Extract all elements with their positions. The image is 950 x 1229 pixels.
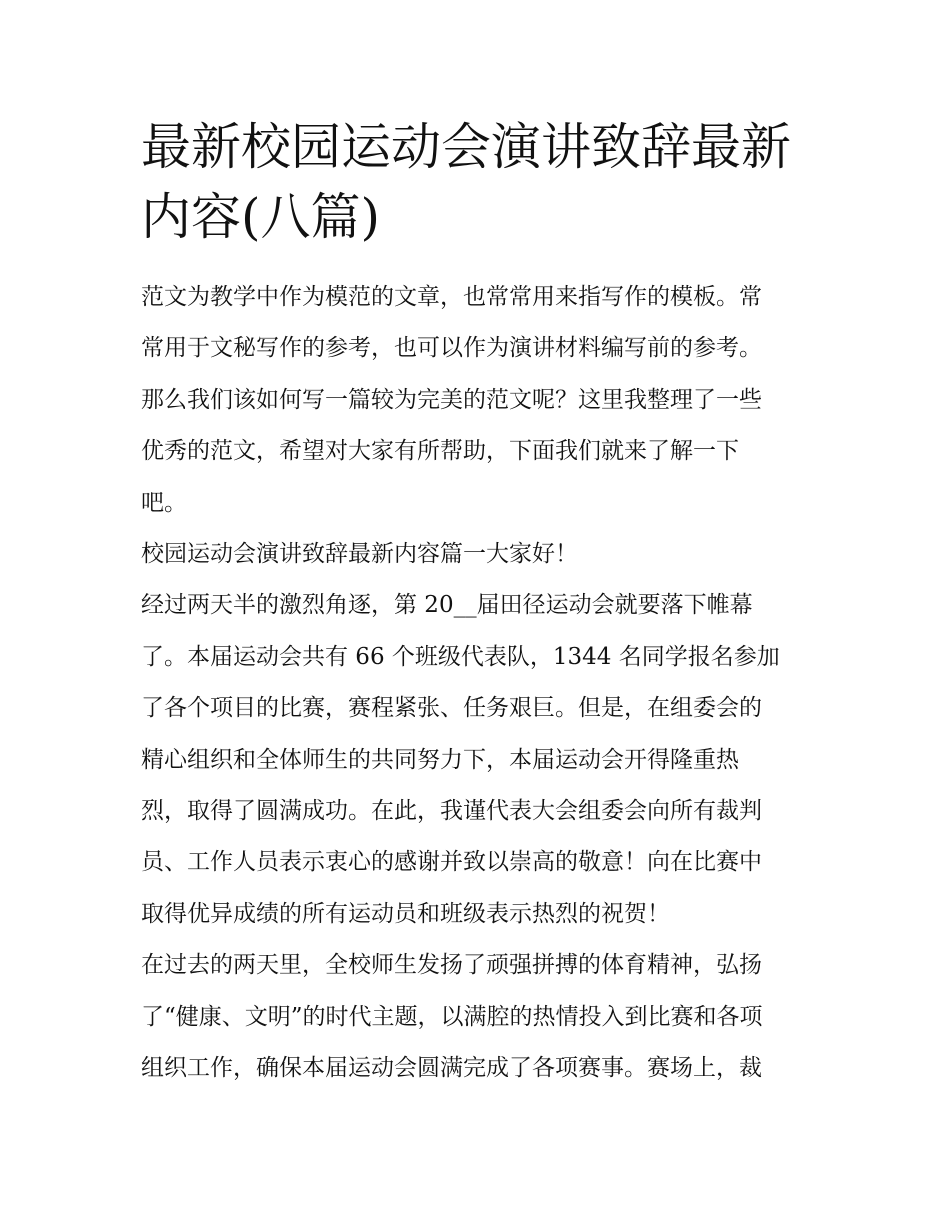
title-line-1: 最新校园运动会演讲致辞最新	[141, 118, 791, 176]
section-heading-paragraph	[141, 529, 816, 580]
document-page	[141, 112, 816, 1095]
document-title	[141, 112, 816, 252]
paragraph-line: 了各个项目的比赛，赛程紧张、任务艰巨。但是，在组委会的	[141, 695, 762, 722]
paragraph-line: 那么我们该如何写一篇较为完美的范文呢？这里我整理了一些	[141, 386, 762, 413]
paragraph-line: 校园运动会演讲致辞最新内容篇一大家好！	[141, 541, 578, 568]
paragraph-line: 吧。	[141, 489, 187, 516]
paragraph-line: 烈，取得了圆满成功。在此，我谨代表大会组委会向所有裁判	[141, 798, 762, 825]
paragraph-line: 范文为教学中作为模范的文章，也常常用来指写作的模板。常	[141, 284, 762, 310]
paragraph-line: 优秀的范文，希望对大家有所帮助，下面我们就来了解一下	[141, 438, 739, 465]
paragraph-line: 员、工作人员表示衷心的感谢并致以崇高的敬意！向在比赛中	[141, 849, 762, 876]
paragraph-line: 取得优异成绩的所有运动员和班级表示热烈的祝贺！	[141, 900, 670, 927]
speech-paragraph-1	[141, 580, 816, 940]
paragraph-line: 组织工作，确保本届运动会圆满完成了各项赛事。赛场上，裁	[141, 1055, 762, 1082]
title-line-2: 内容(八篇)	[141, 188, 381, 246]
paragraph-line: 了。本届运动会共有 66 个班级代表队，1344 名同学报名参加	[141, 643, 780, 670]
paragraph-line: 常用于文秘写作的参考，也可以作为演讲材料编写前的参考。	[141, 335, 762, 362]
paragraph-line: 了“健康、文明”的时代主题，以满腔的热情投入到比赛和各项	[141, 1003, 763, 1030]
intro-paragraph	[141, 272, 816, 529]
paragraph-line: 经过两天半的激烈角逐，第 20__届田径运动会就要落下帷幕	[141, 592, 753, 619]
paragraph-line: 精心组织和全体师生的共同努力下，本届运动会开得隆重热	[141, 746, 739, 773]
paragraph-line: 在过去的两天里，全校师生发扬了顽强拼搏的体育精神，弘扬	[141, 952, 762, 979]
speech-paragraph-2	[141, 940, 816, 1094]
document-body	[141, 272, 816, 1095]
